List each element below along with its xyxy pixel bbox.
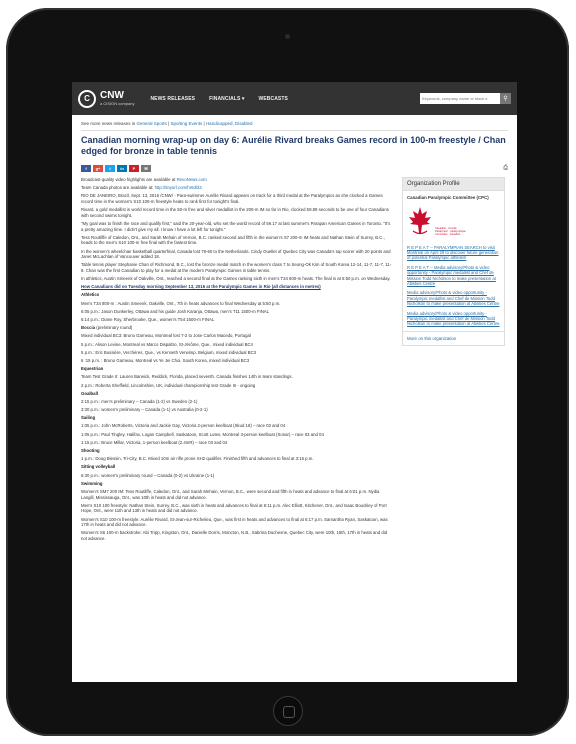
category-handicapped[interactable]: Handicapped, Disabled — [205, 121, 253, 126]
paragraph: Rivard, a gold medallist in world record time in the 50-m free and silver medallist in the 200-m IM so far in Rio, clocked 59.89 seconds to be one of four Canadians with second swims tonight. — [81, 207, 389, 218]
sidebar — [402, 177, 505, 544]
section-heading: Athletics — [81, 292, 100, 298]
googleplus-share-icon[interactable]: g+ — [93, 165, 103, 172]
section-heading: Shooting — [81, 448, 100, 453]
browser-screen — [72, 82, 517, 682]
print-icon[interactable]: ⎙ — [503, 165, 508, 171]
section-heading: Swimming — [81, 480, 103, 486]
paragraph: Broadcast-quality video highlights are available at RevoNews.com — [81, 177, 207, 182]
paragraph: Team Canada photos are available at: http://tinyurl.com/hr6dl33 — [81, 185, 202, 191]
paragraph: RIO DE JANEIRO, Brazil, Sept. 13, 2016 /CNW/ - Para-swimmer Aurélie Rivard appears on track for a third medal at the Paralympics as she clocked a Games record time in the women's S10 100-m freestyle heats to rank first for tonight's final. — [81, 193, 383, 204]
result-line: 1:05 p.m.: Paul Tingley, Halifax, Logan Campbell, Saskatoon, Scott Lutes, Montreal 3-person keelboat (Sonar) – race 03 and 04 — [81, 431, 324, 437]
result-line: 1:15 p.m.: Bruce Millar, Victoria, 1-person keelboat (2.4mR) – race 03 and 04 — [81, 439, 228, 445]
section-heading: Equestrian — [81, 366, 104, 372]
category-general-sports[interactable]: General Sports — [136, 121, 167, 126]
search-box — [420, 93, 511, 104]
nav-webcasts[interactable]: WEBCASTS — [258, 95, 288, 102]
result-line: Mixed individual BC3: Bruno Garneau, Montreal lost 7-2 to Jose Carlos Macedo, Portugal — [81, 333, 251, 339]
result-line: 2:15 p.m.: men's preliminary – Canada (1-2) vs Sweden (2-1) — [81, 398, 198, 404]
email-share-icon[interactable]: ✉ — [141, 165, 151, 172]
sidebar-title: Organization Profile — [403, 178, 504, 191]
result-line: Men's T34 800-m : Austin Smeenk, Oakville, Ont., 7th in heats advances to final Wednesday at 5:50 p.m. — [81, 300, 281, 306]
paragraph: In the women's wheelchair basketball quarterfinal, Canada lost 78-60 to the Netherlands. Cindy Ouellet of Quebec City was Canada's top scorer with 20 points and Janet McLachlan of Vancouver added 18. — [81, 248, 391, 260]
org-news-link[interactable]: Media advisory/Photo & video opportunity - Paralympic medallist and Chef de Mission Todd Nicholson to make presentation at Abilities Centre — [407, 290, 500, 307]
paragraph: In athletics, Austin Smeenk of Oakville, Ont., reached a second final at the Games ranking sixth in men's T34 800-m heats. The final is at 5:50 p.m. on Wednesday. — [81, 276, 391, 282]
result-line: 3:30 p.m.: women's preliminary – Canada (1-1) vs Australia (0-2-1) — [81, 407, 208, 413]
category-breadcrumb: See more news releases in General Sports | Sporting Events | Handicapped, Disabled — [81, 121, 508, 131]
facebook-share-icon[interactable]: f — [81, 165, 91, 172]
result-line: 1:05 p.m.: John McRoberts, Victoria and Jackie Gay, Victoria 2-person keelboat (Skud 18) – race 03 and 04 — [81, 423, 286, 429]
result-line: 2 p.m.: Roberta Sheffield, Lincolnshire, UK, individual championship test Grade III - ongoing — [81, 382, 256, 388]
result-line: 5 p.m.: Eric Bussière, Verchères, Que., vs Kenneth Verwimp, Belgium, mixed individual BC3 — [81, 349, 257, 355]
category-sporting-events[interactable]: Sporting Events — [170, 121, 203, 126]
more-on-organization-link[interactable]: More on this organization — [403, 331, 504, 345]
result-line: Women's S10 100-m freestyle: Aurélie Rivard, St-Jean-sur-Richelieu, Que., was first in heats and advances to final at 6:17 p.m. Samantha Ryan, Saskatoon, was 17th in heats and did not advance. — [81, 516, 388, 528]
logo-mark: C — [78, 90, 96, 108]
section-heading: Boccia (preliminary round) — [81, 325, 133, 331]
page-title: Canadian morning wrap-up on day 6: Aurélie Rivard breaks Games record in 100-m freestyle / Chan edged for bronze in table tennis — [81, 135, 506, 156]
organization-name[interactable]: Canadian Paralympic Committee (CPC) — [407, 195, 489, 200]
cnw-logo[interactable] — [78, 90, 134, 108]
schedule-title: How Canadians did on Tuesday morning September 13, 2016 at the Paralympic Games in Rio (all distances in metres) — [81, 284, 321, 290]
result-line: Women's S6 100-m backstroke: Abi Tripp, Kingston, Ont., Danielle Dorris, Moncton, N.B., Sabrina Duchesne, Quebec City, were 10th, 15th, 17th in heats and did not advance. — [81, 530, 388, 541]
result-line: 6:30 p.m.: women's preliminary round – Canada (0-2) vs Ukraine (1-1) — [81, 472, 215, 478]
share-toolbar — [81, 164, 508, 173]
org-news-link[interactable]: R E P E A T -- Media advisory/Photo & video opportunity - Paralympic medallist and Chef de Mission Todd Nicholson to make presentation at Abilities Centre — [407, 264, 496, 286]
revonews-link[interactable]: RevoNews.com — [176, 177, 207, 182]
org-news-link[interactable]: Media advisory/Photo & video opportunity - Paralympic medallist and Chef de Mission Todd Nicholson to make presentation at Abilities Centre — [407, 310, 500, 327]
chevron-down-icon: ▾ — [241, 95, 245, 102]
section-heading: Sailing — [81, 415, 96, 421]
camera-icon — [285, 34, 290, 39]
logo-name: CNW — [100, 90, 124, 101]
logo-sub: a CISION company — [100, 101, 135, 106]
result-line: 1 p.m.: Doug Blessin, Tri-City, B.C. Mixed 10m air rifle prone SH2 qualifier. Finished fifth and advances to final at 3:15 p.m. — [81, 456, 314, 462]
organization-profile — [402, 177, 505, 346]
photos-link[interactable]: http://tinyurl.com/hr6dl33 — [154, 185, 202, 191]
result-line: 6:05 p.m.: Jason Dunkerley, Ottawa and his guide Josh Karanja, Ottawa, men's T11 1500-m FINAL — [81, 308, 270, 314]
result-line: 6 :15 p.m. : Bruno Garneau, Montreal vs Ye Jei Choi, South Korea, mixed individual BC3 — [81, 357, 250, 363]
pinterest-share-icon[interactable]: P — [129, 165, 139, 172]
cpc-logo — [407, 205, 500, 241]
article-body — [81, 177, 393, 544]
result-line: 5 p.m.: Alison Levine, Montreal vs Marco Dispaltro, St-Jérôme, Que., mixed individual BC4 — [81, 341, 253, 347]
nav-news-releases[interactable]: NEWS RELEASES — [150, 95, 196, 102]
maple-leaf-logo-icon — [407, 205, 433, 239]
org-news-link[interactable]: R E P E A T -- PARALYMPIAN SEARCH to visit Montreal on April 29 to discover future generation of potential Paralympic athletes! — [407, 244, 499, 261]
logo-text: Canadian · Comité Paralympic · paralympique Committee · canadien — [435, 226, 466, 236]
nav-financials[interactable]: FINANCIALS ▾ — [209, 95, 245, 102]
tablet-frame — [6, 8, 569, 736]
search-icon[interactable]: ⚲ — [500, 93, 511, 104]
paragraph: Table tennis player Stephanie Chan of Richmond, B.C., lost the bronze medal match in the women's class 7 to Seong-Ok Kim of South Korea 12-14, 11-7, 11-7, 11-8. Chan was the first Canadian to play for a medal at the modern Paralympic Games in table tennis. — [81, 262, 392, 273]
result-line: Team Test Grade II: Lauren Barwick, Reddick, Florida, placed seventh. Canada finishes 14th in team standings. — [81, 374, 293, 380]
paragraph: "My goal was to finish the race and qualify first," said the 20-year-old, who set the world record of 59.17 at last summer's Parapan American Games in Toronto. "It's a pretty amazing time. I didn't give my all. I know I have a lot left for tonight." — [81, 220, 391, 232]
top-navbar — [72, 82, 517, 115]
result-line: 6:14 p.m.: Diane Roy, Sherbrooke, Que., women's T54 1500-m FINAL — [81, 317, 215, 322]
home-button[interactable] — [273, 696, 303, 726]
twitter-share-icon[interactable]: t — [105, 165, 115, 172]
result-line: Men's S10 100 freestyle: Nathan Stein, Surrey, B.C., was sixth in heats and advances to final at 6:11 p.m. Alec Elliott, Kitchener, Ont., and Isaac Bouckley of Port Hope, Ont., were 11th and 13th in heats and did not advance. — [81, 502, 387, 514]
linkedin-share-icon[interactable]: in — [117, 165, 127, 172]
search-input[interactable] — [420, 93, 500, 104]
section-heading: Sitting volleyball — [81, 464, 116, 470]
result-line: Women's SM7 200 IM: Tess Routliffe, Caledon, Ont., and Sarah Mehain, Vernon, B.C., were second and fifth in heats and advance to final at 6:01 p.m. Nydia Langill, Mississauga, Ont., was 10th in heats and did not advance. — [81, 488, 380, 500]
paragraph: Tess Routliffe of Caledon, Ont., and Sarah Mehain of Vernon, B.C. ranked second and fifth in the women's S7 200-m IM heats and Nathan Stein of Surrey, B.C., heads to the men's S10 100-m free final with the fastest time. — [81, 234, 385, 246]
section-heading: Goalball — [81, 390, 98, 396]
